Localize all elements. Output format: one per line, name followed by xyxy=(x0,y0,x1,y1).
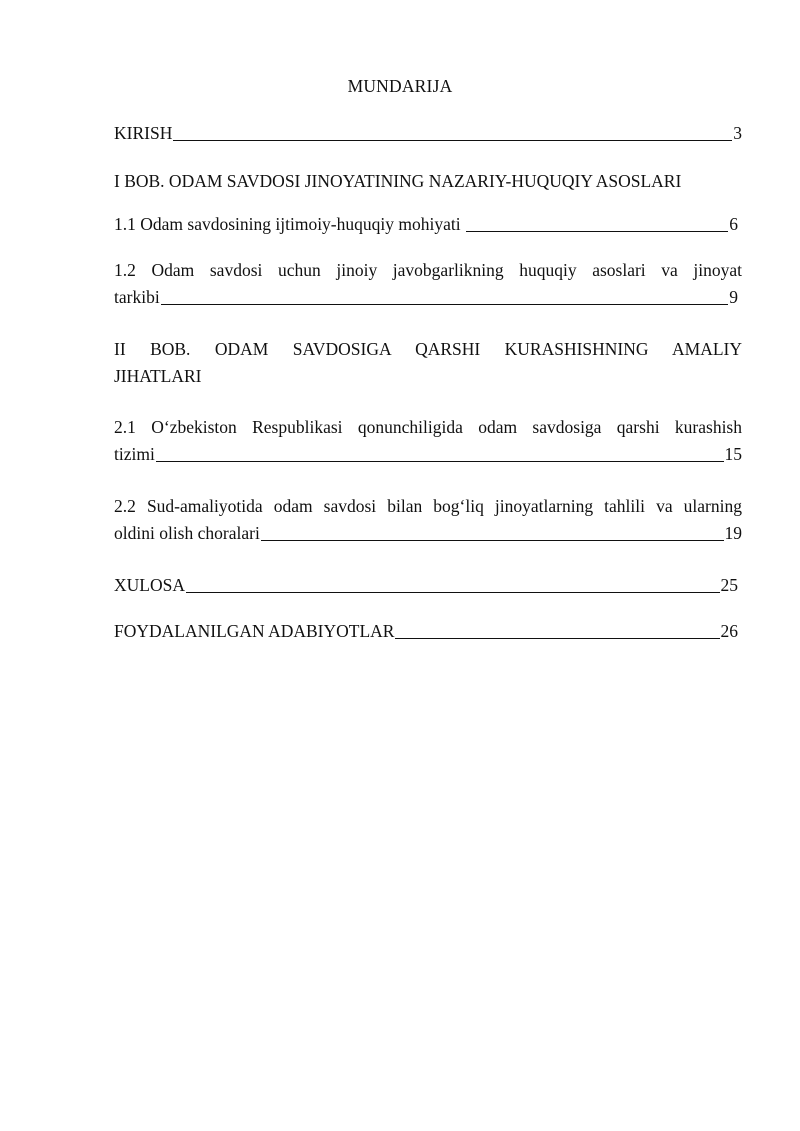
toc-entry-line1: 2.2 Sud-amaliyotida odam savdosi bilan bog‘liq jinoyatlarning tahlili va ularning xyxy=(114,496,742,516)
toc-entry-label: 1.1 Odam savdosining ijtimoiy-huquqiy mohiyati xyxy=(114,214,465,234)
toc-entry-1-1 xyxy=(114,211,738,238)
toc-page-number: 19 xyxy=(724,523,742,543)
toc-page-number: 15 xyxy=(724,444,742,464)
toc-leader-line xyxy=(173,139,732,141)
toc-entry-line2: tarkibi xyxy=(114,287,160,307)
toc-page-number: 6 xyxy=(729,214,738,234)
toc-leader-line xyxy=(395,637,719,639)
toc-page-number: 25 xyxy=(720,575,738,595)
toc-entry-label: XULOSA xyxy=(114,575,185,595)
toc-page-number: 26 xyxy=(720,621,738,641)
toc-entry-kirish xyxy=(114,120,742,147)
toc-entry-line2: tizimi xyxy=(114,444,155,464)
toc-entry-label: FOYDALANILGAN ADABIYOTLAR xyxy=(114,621,395,641)
toc-leader-line xyxy=(466,230,728,232)
toc-leader-line xyxy=(261,539,724,541)
toc-leader-line xyxy=(156,460,724,462)
toc-entry-line1: II BOB. ODAM SAVDOSIGA QARSHI KURASHISHNING AMALIY xyxy=(114,339,742,359)
toc-entry-xulosa xyxy=(114,572,738,599)
toc-entry-line1: 1.2 Odam savdosi uchun jinoiy javobgarlikning huquqiy asoslari va jinoyat xyxy=(114,260,742,280)
toc-entry-chapter-2 xyxy=(114,336,742,390)
toc-leader-line xyxy=(161,303,729,305)
toc-entry-adabiyotlar xyxy=(114,618,738,645)
toc-entry-chapter-1 xyxy=(114,168,742,195)
toc-entry-label: I BOB. ODAM SAVDOSI JINOYATINING NAZARIY-HUQUQIY ASOSLARI xyxy=(114,171,682,191)
toc-page-number: 3 xyxy=(733,123,742,143)
toc-leader-line xyxy=(186,591,720,593)
toc-title: MUNDARIJA xyxy=(347,76,453,96)
toc-page-number: 9 xyxy=(729,287,738,307)
toc-entry-line1: 2.1 O‘zbekiston Respublikasi qonunchiligida odam savdosiga qarshi kurashish xyxy=(114,417,742,437)
toc-entry-line2: JIHATLARI xyxy=(114,366,202,386)
toc-entry-1-2 xyxy=(114,257,742,311)
toc-entry-2-1 xyxy=(114,414,742,468)
toc-entry-2-2 xyxy=(114,493,742,547)
toc-entry-line2: oldini olish choralari xyxy=(114,523,260,543)
toc-entry-label: KIRISH xyxy=(114,123,173,143)
